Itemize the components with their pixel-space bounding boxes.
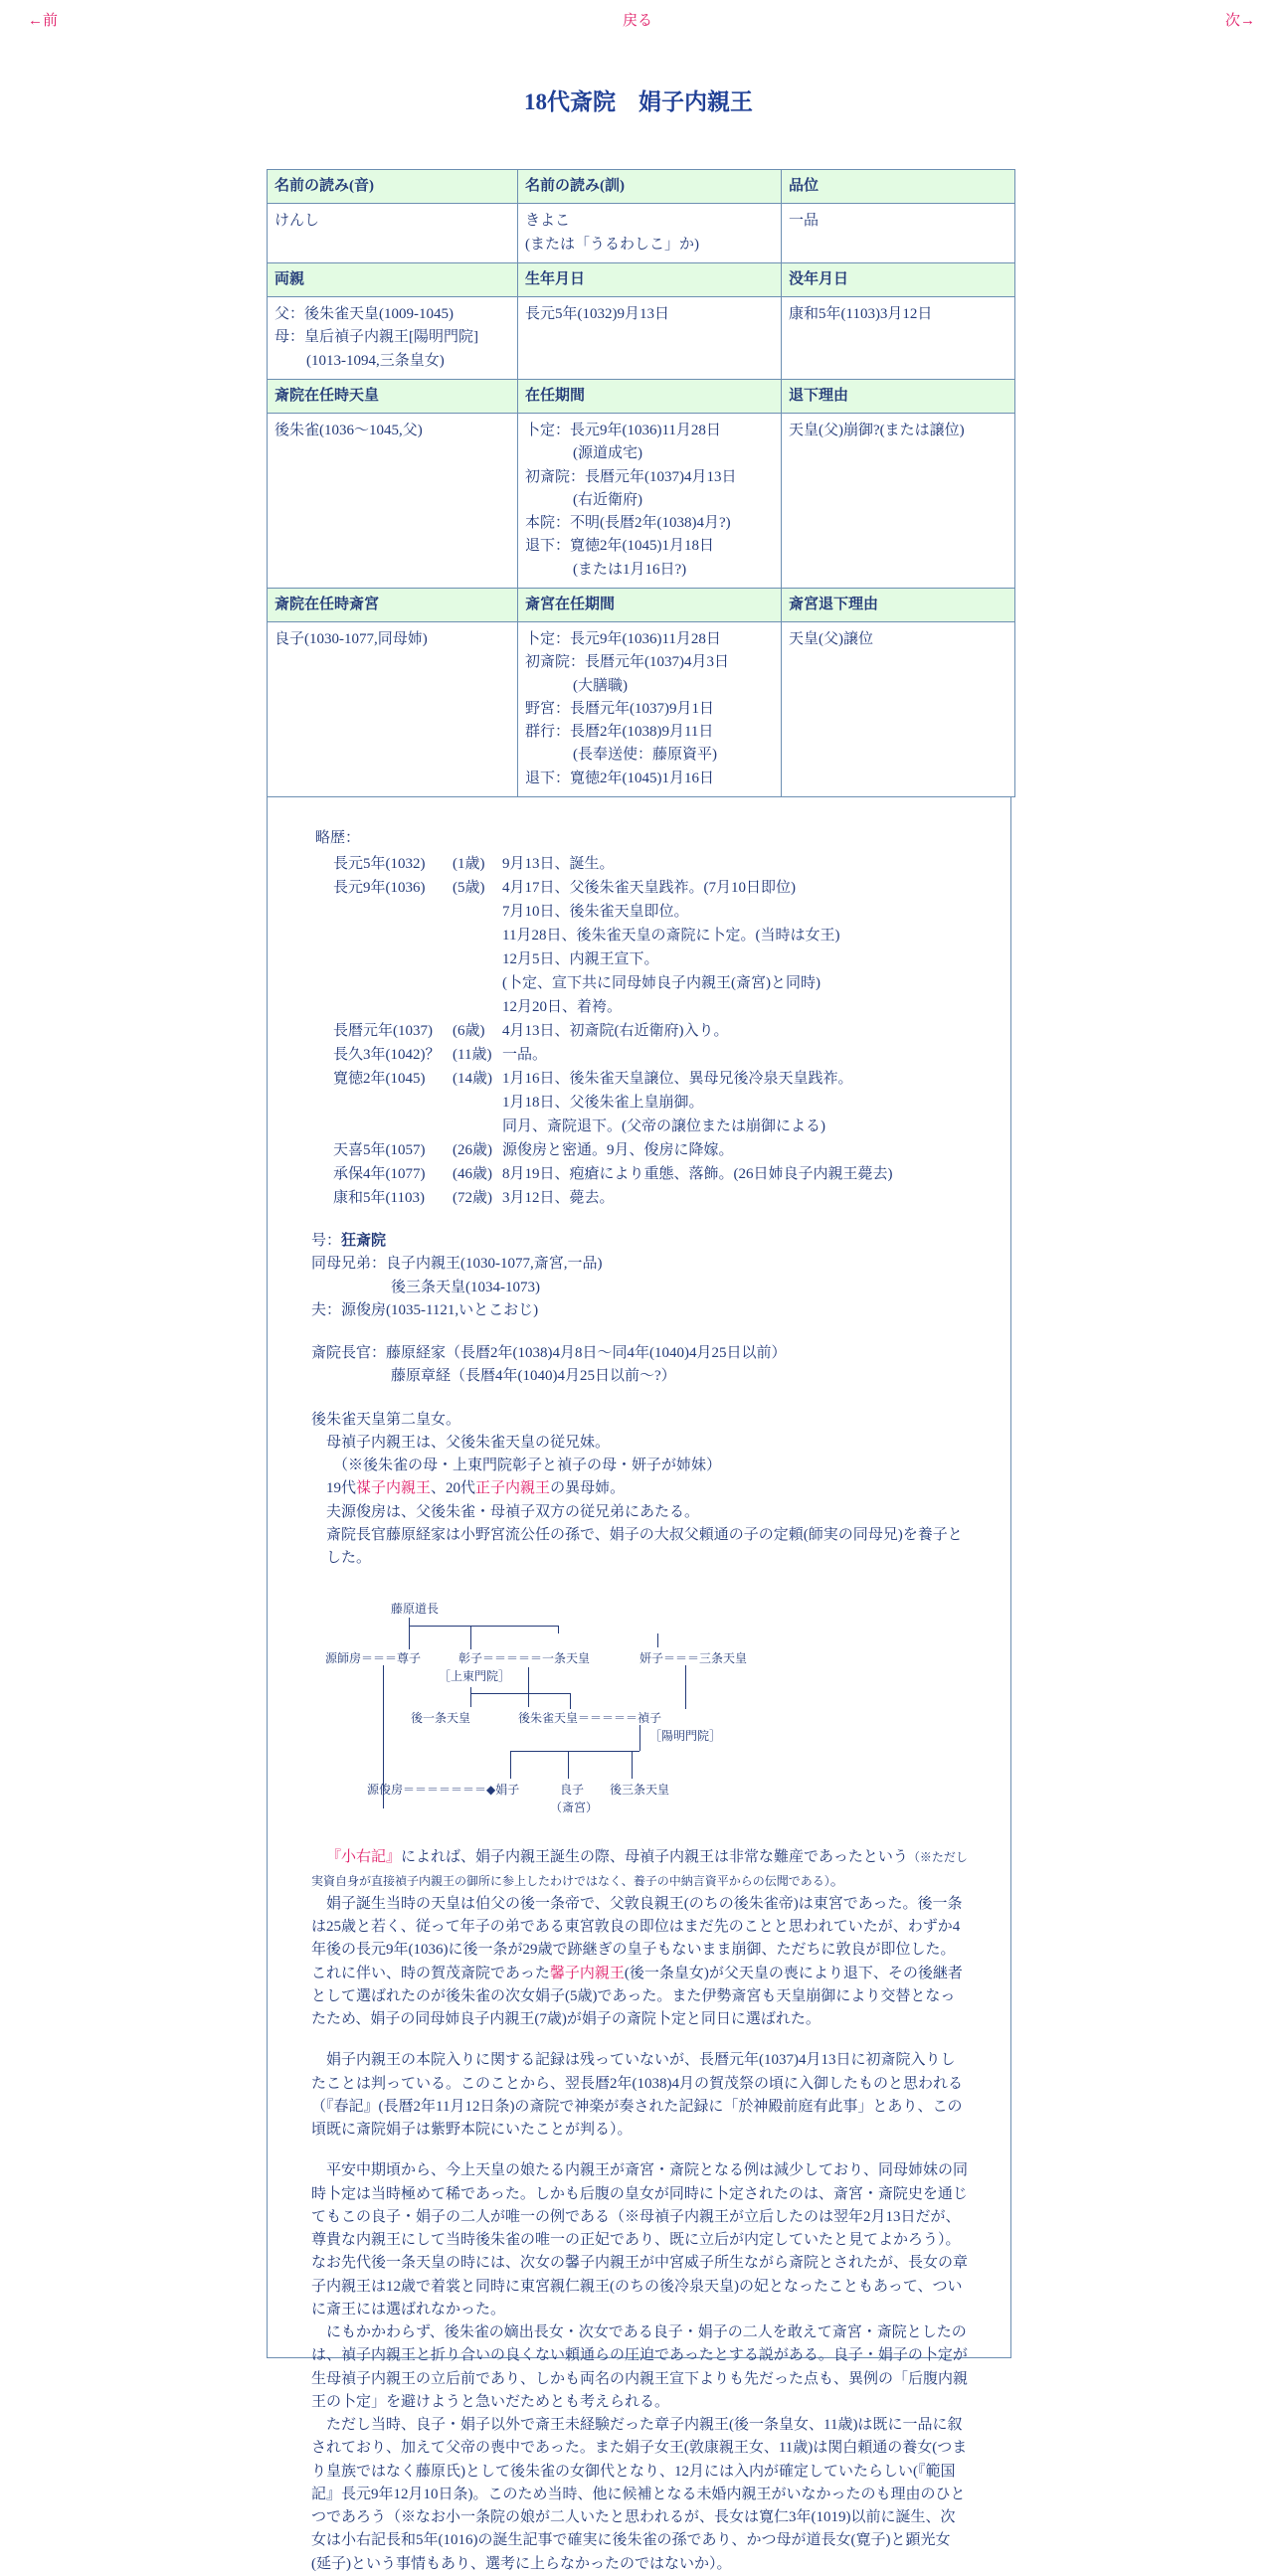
history-row [315,900,969,924]
history-row [315,1115,969,1138]
biography [267,797,1011,2572]
family-line-4: 19代禖子内親王、20代正子内親王の異母姉。 [326,1480,626,1497]
history-row [315,1019,969,1043]
tree-kenshi: 妍子＝＝＝三条天皇 [639,1651,748,1666]
history-event: 4月17日、父後朱雀天皇践祚。(7月10日即位) [502,880,796,896]
header-birth: 生年月日 [518,262,782,296]
header-reading-on: 名前の読み(音) [268,170,518,204]
header-saigu-reason: 斎宮退下理由 [782,588,1015,621]
cell-rank: 一品 [782,204,1015,263]
go-name: 狂斎院 [341,1233,387,1249]
cell-saigu: 良子(1030-1077,同母姉) [268,622,518,797]
chokan-2: 藤原章経（長暦4年(1040)4月25日以前～?） [391,1368,676,1385]
history-event: 9月13日、誕生。 [502,856,615,872]
history-event: 4月13日、初斎院(右近衛府)入り。 [502,1023,729,1039]
link-keishi[interactable]: 馨子内親王 [549,1965,625,1981]
history-row [315,1162,969,1186]
go-label: 号： [311,1233,342,1249]
link-19[interactable]: 禖子内親王 [356,1480,432,1497]
tree-joto: ［上東門院］ [439,1669,511,1684]
siblings-1: 同母兄弟：良子内親王(1030-1077,斎宮,一品) [311,1256,603,1273]
history-event: 源俊房と密通。9月、俊房に降嫁。 [502,1142,734,1158]
tree-goichijo: 後一条天皇 [411,1711,471,1726]
history-year [315,900,453,924]
history-heading: 略歴： [315,829,361,846]
cell-birth: 長元5年(1032)9月13日 [518,297,782,380]
cell-parents: 父：後朱雀天皇(1009-1045) 母：皇后禎子内親王[陽明門院] (1013-1094,三条皇女) [268,297,518,380]
history-event: 1月16日、後朱雀天皇譲位、異母兄後冷泉天皇践祚。 [502,1071,853,1087]
history-event: 3月12日、薨去。 [502,1190,615,1206]
header-death: 没年月日 [782,262,1015,296]
cell-term: 卜定：長元9年(1036)11月28日 (源道成宅) 初斎院：長暦元年(1037)4月13日 (右近衛府) 本院：不明(長暦2年(1038)4月?) 退下：寛徳2年(1045)1月18日 (または1月16日?) [518,414,782,589]
history-row [315,1138,969,1162]
cell-reading-on: けんし [268,204,518,263]
chokan-block [311,1342,969,1389]
cell-saigu-term: 卜定：長元9年(1036)11月28日 初斎院：長暦元年(1037)4月3日 (大膳職) 野宮：長暦元年(1037)9月1日 群行：長暦2年(1038)9月11日 (長奉送使：藤原資平) 退下：寛徳2年(1045)1月16日 [518,622,782,797]
link-shoyuki[interactable]: 『小右記』 [326,1849,402,1866]
tree-morofusa: 源師房＝＝＝尊子 [325,1651,422,1666]
history-year [315,1091,453,1115]
history-age [453,900,502,924]
history-row [315,1091,969,1115]
family-line-6: 斎院長官藤原経家は小野宮流公任の孫で、娟子の大叔父頼通の子の定頼(師実の同母兄)を養子とした。 [326,1526,963,1566]
history-year: 長久3年(1042)？ [333,1047,441,1063]
page-title: 18代斎院 娟子内親王 [524,89,753,114]
cell-death: 康和5年(1103)3月12日 [782,297,1015,380]
tree-shoshi: 彰子＝＝＝＝＝一条天皇 [458,1651,591,1666]
history-age [453,995,502,1019]
history-row [315,852,969,876]
history-event: 一品。 [502,1047,548,1063]
family-tree [311,1590,969,1828]
history-event: 1月18日、父後朱雀上皇崩御。 [502,1095,704,1111]
para-3: 娟子内親王の本院入りに関する記録は残っていないが、長暦元年(1037)4月13日に初斎院入りしたことは判っている。このことから、翌長暦2年(1038)4月の賀茂祭の頃に入御したものと思われる（『春記』(長暦2年11月12日条)の斎院で神楽が奏された記録に「於神殿前庭有此事」とあり、この頃既に斎院娟子は紫野本院にいたことが判る）。 [311,2052,963,2138]
siblings-2: 後三条天皇(1034-1073) [391,1279,540,1295]
history-row [315,1186,969,1210]
cell-saigu-reason: 天皇(父)譲位 [782,622,1015,797]
link-20[interactable]: 正子内親王 [475,1480,551,1497]
history-year: 長元5年(1032) [333,856,426,872]
history-list [315,827,969,1210]
history-row [315,924,969,947]
main-content [267,169,1011,2572]
header-reading-kun: 名前の読み(訓) [518,170,782,204]
cell-reading-kun: きよこ (または「うるわしこ」か) [518,204,782,263]
history-event: 12月20日、着袴。 [502,999,623,1015]
info-block [311,1230,969,1322]
history-event: (卜定、宣下共に同母姉良子内親王(斎宮)と同時) [502,975,821,991]
header-parents: 両親 [268,262,518,296]
header-saigu: 斎院在任時斎宮 [268,588,518,621]
history-row [315,1043,969,1067]
para-1: 『小右記』によれば、娟子内親王誕生の際、母禎子内親王は非常な難産であったという（※ただし実資自身が直接禎子内親王の御所に参上したわけではなく、養子の中納言資平からの伝聞である）。 [311,1849,968,1889]
para-2: 娟子誕生当時の天皇は伯父の後一条帝で、父敦良親王(のちの後朱雀帝)は東宮であった。後一条は25歳と若く、従って年子の弟である東宮敦良の即位はまだ先のことと思われていたが、わずか4年後の長元9年(1036)に後一条が29歳で跡継ぎの皇子もないまま崩御、ただちに敦良が即位した。これに伴い、時の賀茂斎院であった馨子内親王(後一条皇女)が父天皇の喪により退下、その後継者として選ばれたのが後朱雀の次女娟子(5歳)であった。また伊勢斎宮も天皇崩御により交替となったため、娟子の同母姉良子内親王(7歳)が娟子の斎院卜定と同日に選ばれた。 [311,1895,963,2027]
para-5: にもかかわらず、後朱雀の嫡出長女・次女である良子・娟子の二人を敢えて斎宮・斎院としたのは、禎子内親王と折り合いの良くない頼通らの圧迫であったとする説がある。良子・娟子の卜定が生母禎子内親王の立后前であり、しかも両名の内親王宣下よりも先だった点も、異例の「后腹内親王の卜定」を避けようと急いだためとも考えられる。 [311,2324,969,2410]
history-year [315,924,453,947]
para-4: 平安中期頃から、今上天皇の娘たる内親王が斎宮・斎院となる例は減少しており、同母姉妹の同時卜定は当時極めて稀であった。しかも后腹の皇女が同時に卜定されたのは、斎宮・斎院史を通じてもこの良子・娟子の二人が唯一の例である（※母禎子内親王が立后したのは翌年2月13日だが、尊貴な内親王にして当時後朱雀の唯一の正妃であり、既に立后が内定していたと見てよかろう）。なお先代後一条天皇の時には、次女の馨子内親王が中宮威子所生ながら斎院とされたが、長女の章子内親王は12歳で着裳と同時に東宮親仁親王(のちの後冷泉天皇)の妃となったこともあって、ついに斎王には選ばれなかった。 [311,2162,969,2318]
tree-michinaga: 藤原道長 [391,1602,440,1617]
header-term: 在任期間 [518,379,782,413]
history-row [315,995,969,1019]
history-row [315,947,969,971]
tree-saigu: （斎宮） [550,1801,599,1815]
family-block [311,1409,969,1571]
tree-toshifusa: 源俊房＝＝＝＝＝＝＝◆娟子 [367,1783,520,1798]
tree-yomei: ［陽明門院］ [649,1729,722,1744]
tree-gosanjo: 後三条天皇 [610,1783,670,1798]
history-age [453,1091,502,1115]
tree-gosuzaku: 後朱雀天皇＝＝＝＝＝禎子 [518,1711,662,1726]
history-year: 承保4年(1077) [333,1166,426,1182]
tree-yoshiko: 良子 [560,1783,585,1798]
header-saigu-term: 斎宮在任期間 [518,588,782,621]
history-age: (26歳) [453,1142,492,1158]
header-emperor: 斎院在任時天皇 [268,379,518,413]
history-age [453,1115,502,1138]
history-age: (11歳) [453,1047,492,1063]
profile-table [267,169,1015,797]
history-row [315,1067,969,1091]
next-link[interactable]: 次→ [1224,13,1255,29]
history-year [315,995,453,1019]
history-event: 11月28日、後朱雀天皇の斎院に卜定。(当時は女王) [502,928,840,944]
family-line-5: 夫源俊房は、父後朱雀・母禎子双方の従兄弟にあたる。 [326,1503,700,1520]
history-year [315,947,453,971]
history-age: (14歳) [453,1071,492,1087]
family-line-3: （※後朱雀の母・上東門院彰子と禎子の母・妍子が姉妹） [333,1458,722,1473]
history-row [315,876,969,900]
family-line-2: 母禎子内親王は、父後朱雀天皇の従兄妹。 [326,1434,611,1451]
header-rank: 品位 [782,170,1015,204]
header-retire-reason: 退下理由 [782,379,1015,413]
history-event: 7月10日、後朱雀天皇即位。 [502,904,689,920]
history-age [453,947,502,971]
history-age: (6歳) [453,1023,485,1039]
history-age: (5歳) [453,880,485,896]
history-age: (1歳) [453,856,485,872]
family-line-1: 後朱雀天皇第二皇女。 [311,1411,461,1428]
chokan-1: 斎院長官：藤原経家（長暦2年(1038)4月8日～同4年(1040)4月25日以前） [311,1345,787,1361]
history-age: (72歳) [453,1190,492,1206]
history-year [315,971,453,995]
history-row [315,971,969,995]
history-event: 同月、斎院退下。(父帝の譲位または崩御による) [502,1118,825,1134]
history-year: 寛徳2年(1045) [333,1071,426,1087]
history-age [453,971,502,995]
husband: 夫：源俊房(1035-1121,いとこおじ) [311,1301,539,1318]
history-age [453,924,502,947]
history-year: 天喜5年(1057) [333,1142,426,1158]
history-year: 康和5年(1103) [333,1190,425,1206]
history-event: 12月5日、内親王宣下。 [502,951,659,967]
para-6: ただし当時、良子・娟子以外で斎王未経験だった章子内親王(後一条皇女、11歳)は既に一品に叙されており、加えて父帝の喪中であった。また娟子女王(敦康親王女、11歳)は関白頼通の養女(つまり皇族ではなく藤原氏)として後朱雀の女御代となり、12月には入内が確定していたらしい(『範国記』長元9年12月10日条)。このため当時、他に候補となる未婚内親王がいなかったのも理由のひとつであろう（※なお小一条院の娘が二人いたと思われるが、長女は寛仁3年(1019)以前に誕生、次女は小右記長和5年(1016)の誕生記事で確実に後朱雀の孫であり、かつ母が道長女(寛子)と顕光女(延子)という事情もあり、選考に上らなかったのではないか）。 [311,2417,968,2572]
back-link[interactable]: 戻る [623,13,653,29]
cell-retire-reason: 天皇(父)崩御?(または譲位) [782,414,1015,589]
history-age: (46歳) [453,1166,492,1182]
history-year [315,1115,453,1138]
prev-link[interactable]: ←前 [28,13,59,29]
history-event: 8月19日、疱瘡により重態、落飾。(26日姉良子内親王薨去) [502,1166,893,1182]
cell-emperor: 後朱雀(1036～1045,父) [268,414,518,589]
history-year: 長暦元年(1037) [333,1023,433,1039]
history-year: 長元9年(1036) [333,880,426,896]
